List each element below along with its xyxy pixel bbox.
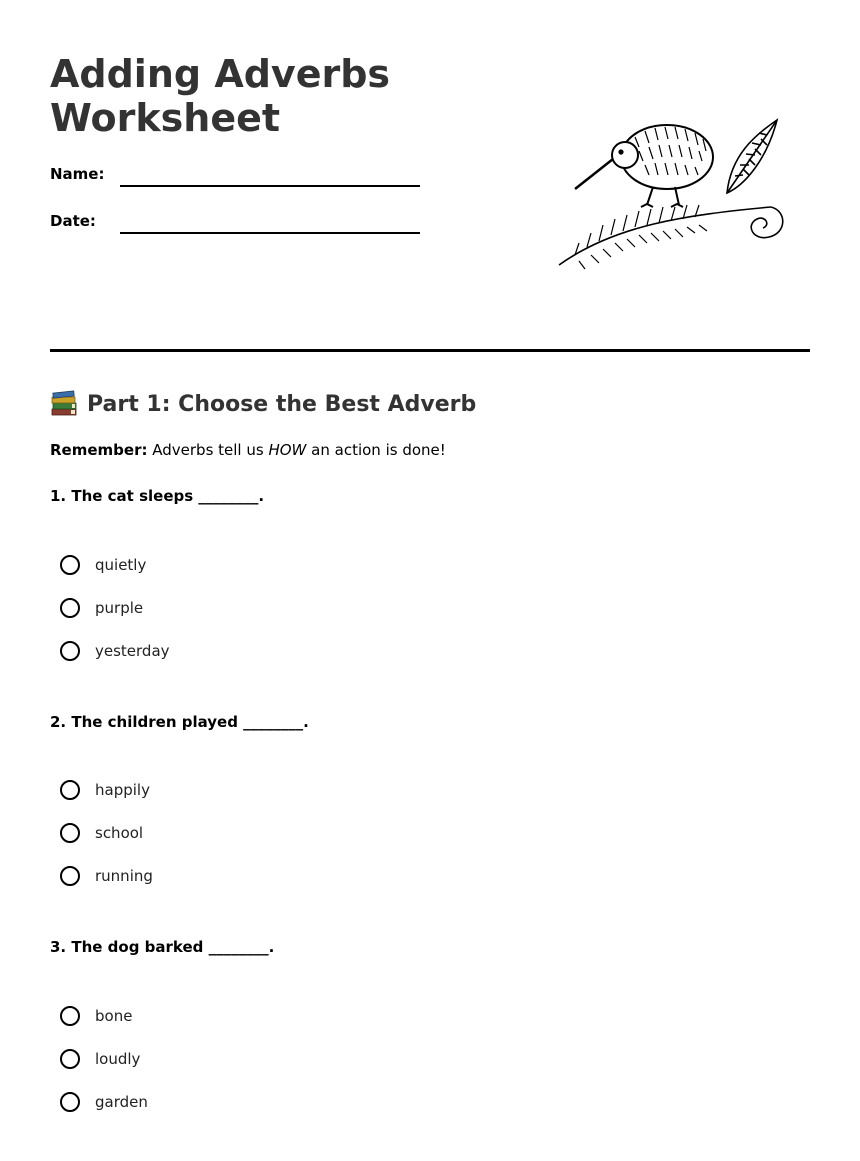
answer-option[interactable] [60, 1003, 132, 1029]
reminder-pre: Adverbs tell us [152, 441, 264, 459]
question-prompt: 1. The cat sleeps ________. [50, 487, 265, 505]
question-prompt: 3. The dog barked ________. [50, 938, 275, 956]
option-label: school [95, 824, 144, 842]
date-line[interactable] [120, 232, 420, 234]
option-label: garden [95, 1093, 148, 1111]
answer-option[interactable] [60, 552, 146, 578]
reminder-text [50, 440, 446, 460]
radio-button[interactable] [60, 598, 80, 618]
radio-button[interactable] [60, 866, 80, 886]
worksheet-title: Adding Adverbs Worksheet [50, 52, 391, 140]
option-label: running [95, 867, 153, 885]
radio-button[interactable] [60, 641, 80, 661]
option-label: quietly [95, 556, 147, 574]
reminder-emphasis: HOW [268, 441, 307, 459]
feather-icon [727, 120, 777, 193]
name-label: Name: [50, 165, 105, 183]
option-label: loudly [95, 1050, 141, 1068]
date-label: Date: [50, 212, 96, 230]
answer-option[interactable] [60, 595, 143, 621]
section-heading [50, 388, 476, 420]
answer-option[interactable] [60, 638, 170, 664]
section-divider [50, 349, 810, 352]
name-line[interactable] [120, 185, 420, 187]
answer-option[interactable] [60, 863, 153, 889]
reminder-post: an action is done! [311, 441, 446, 459]
kiwi-bird-illustration [555, 115, 785, 270]
radio-button[interactable] [60, 780, 80, 800]
books-icon [50, 390, 78, 418]
radio-button[interactable] [60, 823, 80, 843]
reminder-label: Remember: [50, 441, 148, 459]
option-label: happily [95, 781, 150, 799]
answer-option[interactable] [60, 777, 150, 803]
question-prompt: 2. The children played ________. [50, 713, 309, 731]
option-label: yesterday [95, 642, 170, 660]
answer-option[interactable] [60, 1046, 140, 1072]
fern-icon [559, 205, 783, 269]
radio-button[interactable] [60, 1006, 80, 1026]
date-field [50, 212, 430, 236]
radio-button[interactable] [60, 1049, 80, 1069]
answer-option[interactable] [60, 1089, 148, 1115]
section-heading-text: Part 1: Choose the Best Adverb [87, 391, 477, 417]
answer-option[interactable] [60, 820, 143, 846]
name-field [50, 165, 430, 189]
option-label: purple [95, 599, 144, 617]
kiwi-icon [575, 125, 713, 207]
option-label: bone [95, 1007, 133, 1025]
radio-button[interactable] [60, 1092, 80, 1112]
radio-button[interactable] [60, 555, 80, 575]
